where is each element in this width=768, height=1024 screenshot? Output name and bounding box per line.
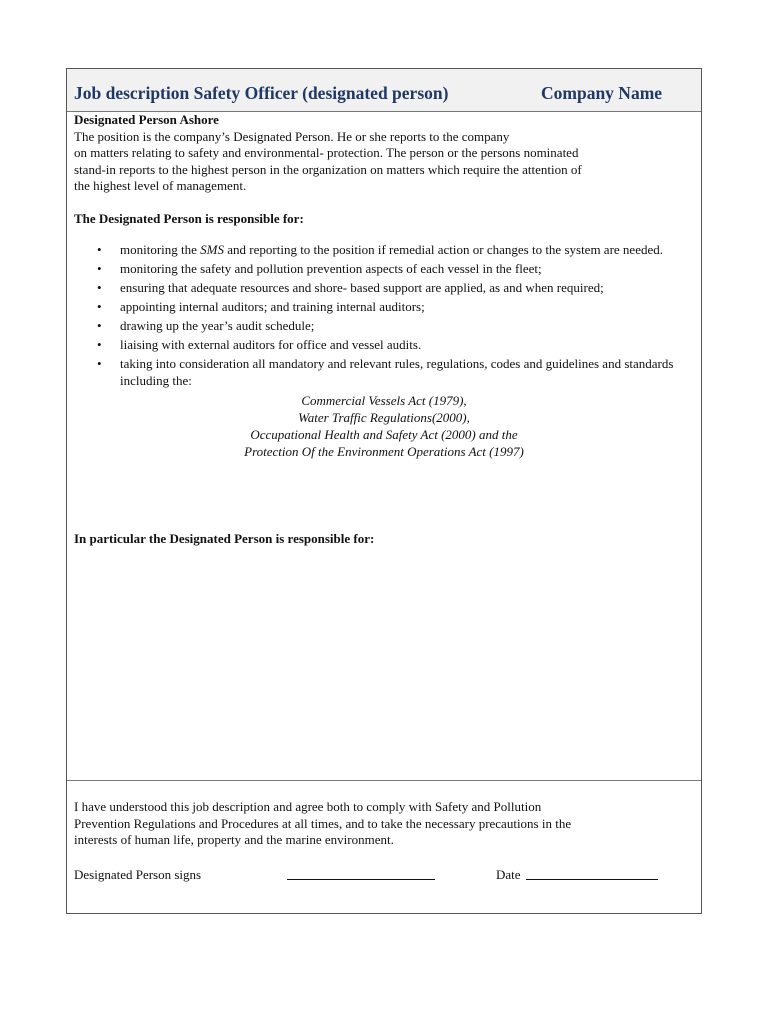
intro-line: the highest level of management. — [74, 178, 247, 193]
responsibilities-list — [74, 242, 694, 389]
intro-line: The position is the company’s Designated Person. He or she reports to the company — [74, 128, 510, 144]
sms-term: SMS — [200, 242, 225, 257]
page-title: Job description Safety Officer (designated person) — [74, 83, 449, 103]
item-text: taking into consideration all mandatory and relevant rules, regulations, codes and guidelines and standards including the: — [120, 356, 674, 388]
act-item: Protection Of the Environment Operations Act (1997) — [244, 443, 524, 459]
agreement-line: interests of human life, property and the marine environment. — [74, 832, 394, 847]
list-item — [74, 318, 694, 335]
bullet-icon: • — [97, 299, 102, 314]
section-divider — [67, 780, 701, 781]
responsibilities-heading: The Designated Person is responsible for: — [74, 210, 304, 226]
item-text: monitoring the — [120, 242, 201, 257]
list-item — [74, 280, 694, 297]
intro-line: stand-in reports to the highest person in the organization on matters which require the attention of — [74, 161, 582, 177]
intro-paragraph — [74, 129, 694, 195]
agreement-line: I have understood this job description and agree both to comply with Safety and Pollution — [74, 799, 542, 814]
list-item — [74, 337, 694, 354]
date-label: Date — [496, 867, 521, 882]
company-name: Company Name — [541, 83, 663, 103]
item-text: liaising with external auditors for office and vessel audits. — [120, 337, 422, 352]
signature-line[interactable] — [287, 879, 435, 880]
list-item — [74, 261, 694, 278]
signature-row — [74, 867, 694, 885]
bullet-icon: • — [97, 337, 102, 352]
item-text: and reporting to the position if remedial action or changes to the system are needed. — [224, 242, 663, 257]
job-description-form — [66, 68, 702, 914]
act-item: Commercial Vessels Act (1979), — [301, 392, 467, 408]
item-text: drawing up the year’s audit schedule; — [120, 318, 315, 333]
particular-heading: In particular the Designated Person is responsible for: — [74, 531, 375, 546]
section-subtitle: Designated Person Ashore — [74, 112, 219, 127]
agreement-text — [74, 799, 694, 849]
acts-list — [74, 392, 694, 460]
list-item — [74, 356, 694, 389]
bullet-icon: • — [97, 318, 102, 333]
act-item: Occupational Health and Safety Act (2000) and the — [250, 426, 518, 442]
date-line[interactable] — [526, 879, 658, 880]
bullet-icon: • — [97, 261, 102, 276]
item-text: monitoring the safety and pollution prevention aspects of each vessel in the fleet; — [120, 261, 542, 276]
intro-line: on matters relating to safety and environmental- protection. The person or the persons nominated — [74, 145, 579, 160]
list-item — [74, 299, 694, 316]
bullet-icon: • — [97, 242, 102, 257]
bullet-icon: • — [97, 280, 102, 295]
item-text: appointing internal auditors; and training internal auditors; — [120, 299, 425, 314]
form-header — [67, 69, 701, 112]
signature-label: Designated Person signs — [74, 867, 202, 882]
agreement-line: Prevention Regulations and Procedures at all times, and to take the necessary precautions in the — [74, 815, 572, 831]
item-text: ensuring that adequate resources and shore- based support are applied, as and when required; — [120, 280, 604, 295]
list-item — [74, 242, 694, 259]
bullet-icon: • — [97, 356, 102, 371]
act-item: Water Traffic Regulations(2000), — [298, 409, 470, 425]
form-body — [74, 112, 694, 460]
